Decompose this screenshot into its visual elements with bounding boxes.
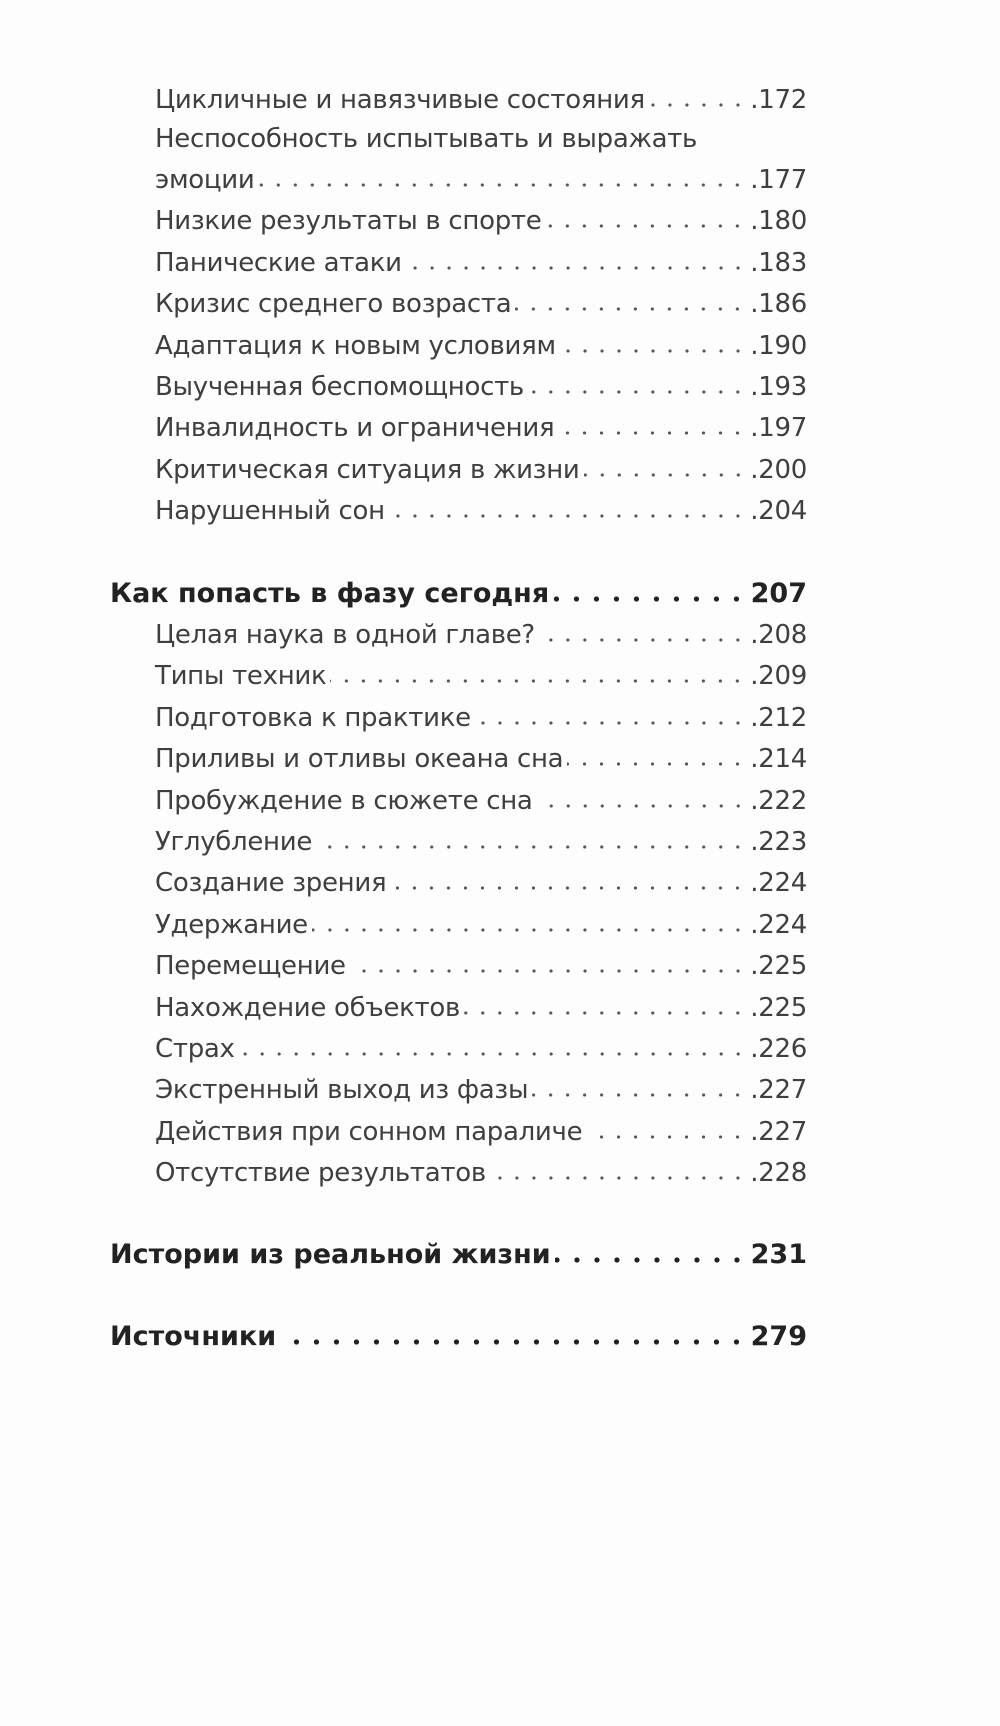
dot-leader <box>389 513 746 519</box>
dot-leader <box>515 306 746 312</box>
entry-page: .227 <box>750 1075 807 1106</box>
entry-page: .172 <box>750 85 807 115</box>
dot-leader <box>555 1257 747 1263</box>
entry-title: Действия при сонном параличе <box>155 1116 583 1147</box>
dot-leader <box>545 223 746 229</box>
toc-entry[interactable] <box>155 863 807 903</box>
toc-entry[interactable] <box>155 905 807 945</box>
entry-page: .222 <box>750 785 807 816</box>
dot-leader <box>560 348 747 354</box>
dot-leader <box>539 637 746 643</box>
toc-entry[interactable] <box>155 822 807 862</box>
entry-title: Отсутствие результатов <box>155 1158 486 1189</box>
entry-page: .225 <box>750 992 807 1023</box>
entry-title-line1[interactable]: Неспособность испытывать и выражать <box>155 124 698 154</box>
dot-leader <box>475 720 746 726</box>
entry-title: Перемещение <box>155 951 346 982</box>
entry-title: Низкие результаты в спорте <box>155 206 542 237</box>
toc-entry[interactable] <box>155 1029 807 1069</box>
toc-entry[interactable] <box>155 367 807 407</box>
entry-page: .212 <box>750 702 807 733</box>
entry-title: Пробуждение в сюжете сна <box>155 785 533 816</box>
entry-title: Выученная беспомощность <box>155 372 524 402</box>
toc-entry[interactable] <box>155 326 807 366</box>
entry-page: .186 <box>750 289 807 320</box>
entry-title: Экстренный выход из фазы <box>155 1075 529 1106</box>
entry-page: .180 <box>750 206 807 237</box>
dot-leader <box>553 596 746 602</box>
chapter-page: 279 <box>750 1321 807 1352</box>
dot-leader <box>490 1175 746 1181</box>
entry-page: .208 <box>750 620 807 650</box>
toc-entry[interactable] <box>155 243 807 283</box>
entry-title: Нарушенный сон <box>155 496 385 527</box>
entry-title: Углубление <box>155 827 313 857</box>
toc-entry[interactable] <box>155 160 807 200</box>
toc-entry[interactable] <box>155 1153 807 1193</box>
toc-chapter-sources[interactable] <box>110 1317 807 1357</box>
dot-leader <box>532 1092 746 1098</box>
toc-entry[interactable] <box>155 408 807 448</box>
chapter-title: Истории из реальной жизни <box>110 1239 551 1270</box>
entry-page: .226 <box>750 1034 807 1064</box>
toc-entry[interactable] <box>155 1070 807 1110</box>
toc-entry[interactable] <box>155 450 807 490</box>
dot-leader <box>390 885 746 891</box>
entry-page: .209 <box>750 661 807 692</box>
dot-leader <box>280 1339 746 1345</box>
toc-entry[interactable] <box>155 988 807 1028</box>
toc-entry[interactable] <box>155 739 807 779</box>
toc-entry[interactable] <box>155 698 807 738</box>
dot-leader <box>464 1010 746 1016</box>
toc-entry[interactable] <box>155 615 807 655</box>
entry-page: .228 <box>750 1158 807 1189</box>
toc-entry[interactable] <box>155 781 807 821</box>
entry-page: .224 <box>750 909 807 940</box>
dot-leader <box>316 844 746 850</box>
entry-page: .200 <box>750 454 807 485</box>
toc-entry[interactable] <box>155 284 807 324</box>
entry-title: Удержание <box>155 909 308 940</box>
toc-entry[interactable] <box>155 80 807 120</box>
dot-leader <box>649 102 746 108</box>
entry-title: Кризис среднего возраста <box>155 289 512 320</box>
dot-leader <box>586 1134 746 1140</box>
toc-entry[interactable] <box>155 656 807 696</box>
entry-page: .204 <box>750 496 807 527</box>
entry-title: Типы техник <box>155 661 327 692</box>
entry-page: .227 <box>750 1116 807 1147</box>
dot-leader <box>584 472 747 478</box>
dot-leader <box>567 761 746 767</box>
entry-title: Адаптация к новым условиям <box>155 330 556 361</box>
entry-page: .193 <box>750 372 807 402</box>
entry-page: .190 <box>750 330 807 361</box>
entry-title: Нахождение объектов <box>155 992 461 1023</box>
chapter-page: 207 <box>750 578 807 609</box>
entry-title: Целая наука в одной главе? <box>155 620 535 650</box>
entry-title: Подготовка к практике <box>155 702 471 733</box>
entry-page: .177 <box>750 165 807 195</box>
dot-leader <box>312 927 746 933</box>
entry-page: .225 <box>750 951 807 982</box>
entry-page: .223 <box>750 827 807 857</box>
dot-leader <box>528 389 746 395</box>
toc-entry[interactable] <box>155 946 807 986</box>
toc-chapter-phase[interactable] <box>110 574 807 614</box>
toc-entry[interactable] <box>155 1112 807 1152</box>
entry-title: Панические атаки <box>155 247 402 278</box>
toc-entry[interactable] <box>155 491 807 531</box>
dot-leader <box>406 265 747 271</box>
entry-page: .224 <box>750 868 807 899</box>
entry-title: Приливы и отливы океана сна <box>155 744 564 775</box>
dot-leader <box>537 803 747 809</box>
entry-title: эмоции <box>155 165 255 195</box>
entry-title: Страх <box>155 1034 235 1064</box>
entry-title: Цикличные и навязчивые состояния <box>155 85 645 115</box>
entry-title: Инвалидность и ограничения <box>155 413 555 444</box>
dot-leader <box>239 1051 747 1057</box>
entry-page: .197 <box>750 413 807 444</box>
chapter-title: Источники <box>110 1321 277 1352</box>
chapter-page: 231 <box>750 1239 807 1270</box>
entry-page: .214 <box>750 744 807 775</box>
dot-leader <box>330 678 746 684</box>
dot-leader <box>558 430 746 436</box>
chapter-title: Как попасть в фазу сегодня <box>110 578 550 609</box>
toc-entry[interactable] <box>155 201 807 241</box>
entry-page: .183 <box>750 247 807 278</box>
entry-title: Критическая ситуация в жизни <box>155 454 580 485</box>
entry-title: Создание зрения <box>155 868 387 899</box>
dot-leader <box>258 182 746 188</box>
dot-leader <box>350 968 747 974</box>
toc-chapter-stories[interactable] <box>110 1235 807 1275</box>
